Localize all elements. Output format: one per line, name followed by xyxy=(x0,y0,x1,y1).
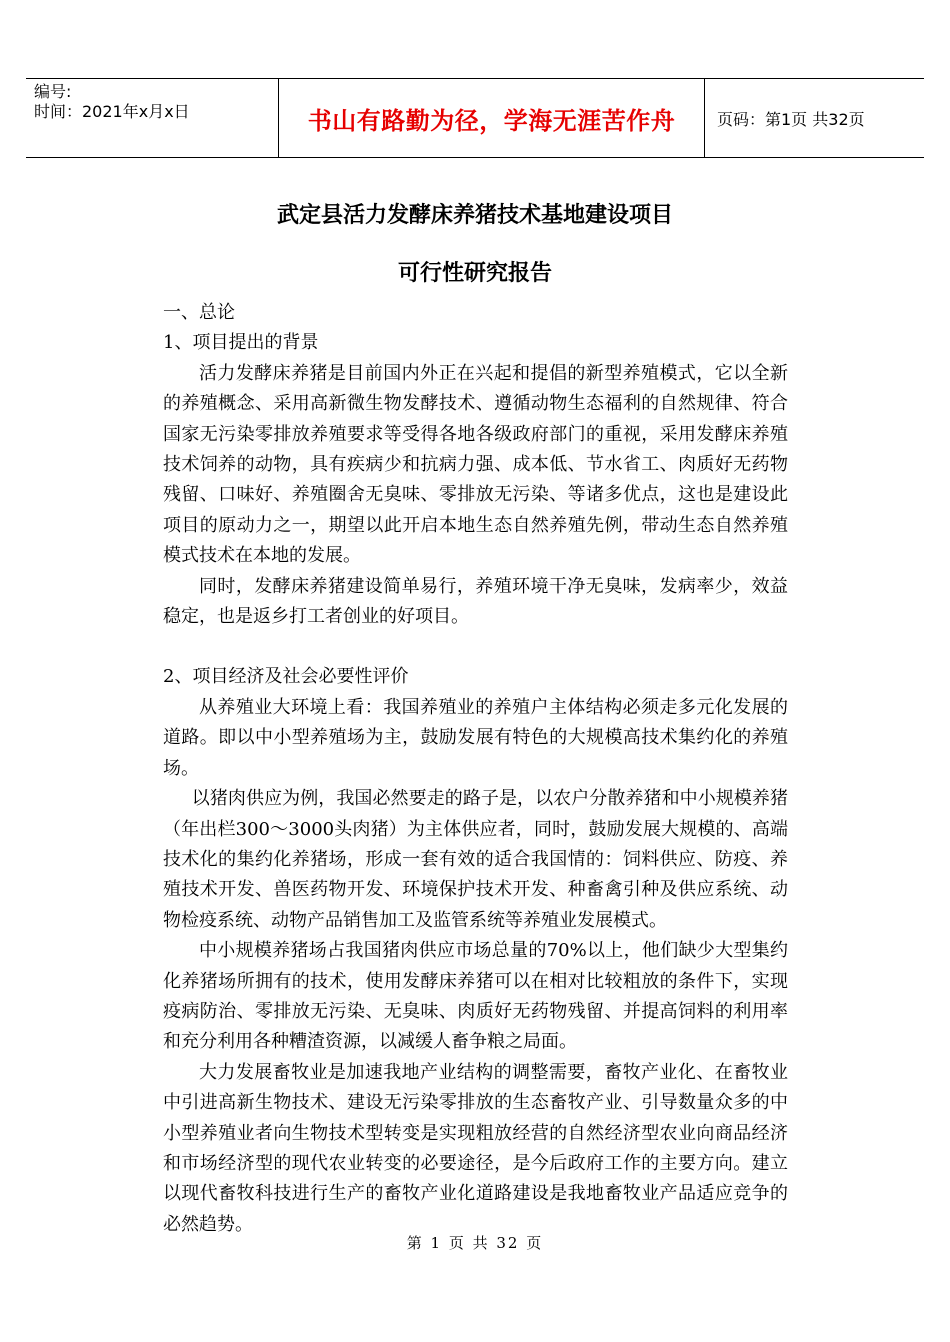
paragraph: 以猪肉供应为例，我国必然要走的路子是，以农户分散养猪和中小规模养猪（年出栏300～3000头肉猪）为主体供应者，同时，鼓励发展大规模的、高端技术化的集约化养猪场，形成一套有效的适合我国情的：饲料供应、防疫、养殖技术开发、兽医药物开发、环境保护技术开发、种畜禽引种及供应系统、动物检疫系统、动物产品销售加工及监管系统等养殖业发展模式。 xyxy=(163,788,788,931)
header-page-info: 页码：第1页 共32页 xyxy=(717,109,865,129)
subsection-heading: 2、项目经济及社会必要性评价 xyxy=(163,666,409,688)
date-label: 时间：2021年x月x日 xyxy=(34,102,190,121)
paragraph: 同时，发酵床养猪建设简单易行，养殖环境干净无臭味，发病率少，效益稳定，也是返乡打工者创业的好项目。 xyxy=(163,575,788,628)
spacer xyxy=(163,632,788,662)
paragraph: 活力发酵床养猪是目前国内外正在兴起和提倡的新型养殖模式，它以全新的养殖概念、采用高新微生物发酵技术、遵循动物生态福利的自然规律、符合国家无污染零排放养殖要求等受得各地各级政府部门的重视，采用发酵床养殖技术饲养的动物，具有疾病少和抗病力强、成本低、节水省工、肉质好无药物残留、口味好、养殖圈舍无臭味、零排放无污染、等诸多优点，这也是建设此项目的原动力之一，期望以此开启本地生态自然养殖先例，带动生态自然养殖模式技术在本地的发展。 xyxy=(163,362,788,567)
header-motto: 书山有路勤为径，学海无涯苦作舟 xyxy=(307,106,676,135)
paragraph: 从养殖业大环境上看：我国养殖业的养殖户主体结构必须走多元化发展的道路。即以中小型养殖场为主，鼓励发展有特色的大规模高技术集约化的养殖场。 xyxy=(163,696,788,779)
paragraph: 大力发展畜牧业是加速我地产业结构的调整需要，畜牧产业化、在畜牧业中引进高新生物技术、建设无污染零排放的生态畜牧产业、引导数量众多的中小型养殖业者向生物技术型转变是实现粗放经营的自然经济型农业向商品经济和市场经济型的现代农业转变的必要途径，是今后政府工作的主要方向。建立以现代畜牧科技进行生产的畜牧产业化道路建设是我地畜牧业产品适应竞争的必然趋势。 xyxy=(163,1061,788,1235)
section-heading: 一、总论 xyxy=(163,302,235,323)
document-title: 武定县活力发酵床养猪技术基地建设项目 xyxy=(276,203,673,228)
serial-number-label: 编号: xyxy=(34,82,72,101)
document-body xyxy=(163,298,788,1240)
page-footer: 第 1 页 共 32 页 xyxy=(406,1234,544,1252)
document-subtitle: 可行性研究报告 xyxy=(397,261,552,286)
header-meta xyxy=(34,82,276,122)
subsection-heading: 1、项目提出的背景 xyxy=(163,332,319,354)
paragraph: 中小规模养猪场占我国猪肉供应市场总量的70%以上，他们缺少大型集约化养猪场所拥有的技术，使用发酵床养猪可以在相对比较粗放的条件下，实现疫病防治、零排放无污染、无臭味、肉质好无药物残留、并提高饲料的利用率和充分利用各种糟渣资源，以减缓人畜争粮之局面。 xyxy=(163,940,788,1053)
page-header xyxy=(26,78,924,158)
